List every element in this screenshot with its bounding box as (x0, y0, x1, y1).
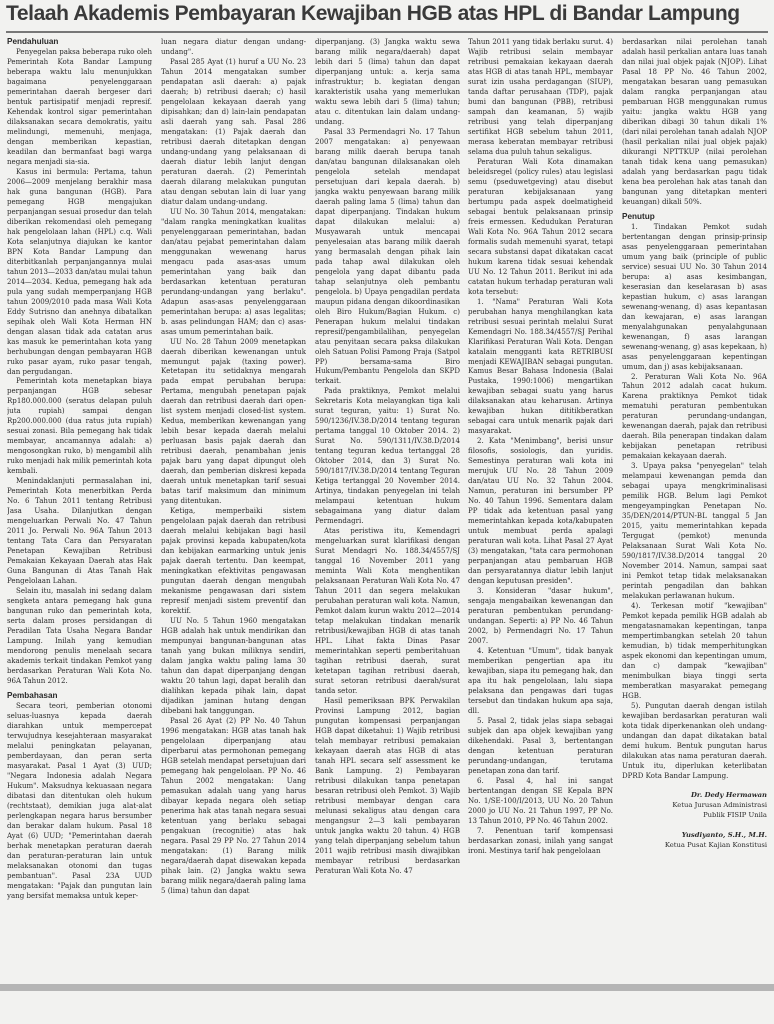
paragraph: 1. "Nama" Peraturan Wali Kota perubahan hanya menghilangkan kata retribusi sesuai perintah melalui Surat Kemendagri No. 188.34/4557/SJ Perihal Klarifikasi Peraturan Wali Kota. Dengan katalain mengganti kata RETRIBUSI menjadi KEWAJIBAN sebagai pungutan. Kamus Besar Bahasa Indonesia (Balai Pustaka, 1990:1006) mengartikan kewajiban sebagai suatu yang harus dilaksanakan atau keharusan. Artinya kewajiban hukan dititikberatkan sebagai cara untuk menarik pajak dari masyarakat. (468, 296, 613, 436)
section-heading: Pembahasan (7, 691, 58, 700)
column-2 (161, 37, 306, 974)
bottom-bar (0, 984, 774, 991)
paragraph: luan negara diatur dengan undang-undang". (161, 37, 306, 56)
paragraph: Pemerintah kota menetapkan biaya perpanjangan HGB sebesar Rp180.000.000 (seratus delapan puluh juta rupiah) sampai dengan Rp200.000.000 (dua ratus juta rupiah) sesuai zonasi. Bila pemegang hak tidak membayar, ancamannya adalah: a) mengosongkan ruko, b) mengambil alih ruko menjadi hak milik pemerintah kota kembali. (7, 376, 152, 476)
paragraph: 3. Upaya paksa "penyegelan" telah melampaui kewenangan pemda dan sebagai upaya mengkriminalisasi pemilik HGB. Belum lagi Pemkot mengeyampingkan Penetapan No. 35/DEN/2014/PTUN-BL tanggal 5 Jan 2015, yaitu memerintahkan kepada Tergugat (pemkot) menunda Pelaksanaan Surat Wali Kota No. 590/1817/IV.38.D/2014 tanggal 20 November 2014. Namun, sampai saat ini Pemkot tetap tidak melaksanakan perintah pengadilan dan bahkan melakukan perlawanan hukum. (622, 461, 767, 601)
paragraph: Pasal 285 Ayat (1) huruf a UU No. 23 Tahun 2014 mengatakan sumber pendapatan asli daerah: a) pajak daerah; b) retribusi daerah; c) hasil pengelolaan kekayaan daerah yang dipisahkan; dan d) lain-lain pendapatan asli daerah yang sah. Pasal 286 mengatakan: (1) Pajak daerah dan retribusi daerah ditetapkan dengan undang-undang yang pelaksanaan di daerah diatur lebih lanjut dengan peraturan daerah. (2) Pemerintah daerah dilarang melakukan pungutan atau dengan sebutan lain di luar yang diatur dalam undang-undang. (161, 56, 306, 206)
column-3 (315, 37, 460, 974)
paragraph: berdasarkan nilai perolehan tanah adalah hasil perkalian antara luas tanah dan nilai jual objek pajak (NJOP). Lihat Pasal 18 PP No. 46 Tahun 2002, mengatakan besaran uang pemasukan dalam rangka perpanjangan atau pembaruan HGB menggunakan rumus yaitu: jangka waktu HGB yang diberikan dibagi 30 tahun dikali 1% (dari nilai perolehan tanah adalah NJOP (hasil perkalian nilai jual objek pajak) dikurangi NPTTKUP (nilai perolehan tanah tidak kena uang pemasukan) adalah yang berdasarkan pagu tidak kena bea perolehan hak atas tanah dan bangunan yang ditetapkan menteri keuangan) dikali 50%. (622, 37, 767, 206)
paragraph: UU No. 30 Tahun 2014, mengatakan: "dalam rangka meningkatkan kualitas penyelenggaraan pemerintahan, badan dan/atau pejabat pemerintahan dalam menggunakan wewenang harus mengacu pada asas-asas umum pemerintahan yang baik dan berdasarkan ketentuan peraturan perundang-undangan yang berlaku". Adapun asas-asas penyelenggaraan pemerintahan berupa: a) asas legalitas; b. asas pelindungan HAM; dan c) asas-asas umum pemerintahan baik. (161, 206, 306, 336)
column-5 (622, 37, 767, 974)
paragraph: 6. Pasal 4, hal ini sangat bertentangan dengan SE Kepala BPN No. 1/SE-100/I/2013, UU No. 20 Tahun 2000 jo UU No. 21 Tahun 1997, PP No. 13 Tahun 2010, PP No. 46 Tahun 2002. (468, 775, 613, 825)
column-4 (468, 37, 613, 974)
paragraph: 5. Pasal 2, tidak jelas siapa sebagai subjek dan apa objek kewajiban yang dikehendaki. Pasal 3, bertentangan dengan ketentuan peraturan perundang-undangan, terutama penetapan zona dan tarif. (468, 715, 613, 775)
paragraph: Tahun 2011 yang tidak berlaku surut. 4) Wajib retribusi selain membayar retribusi pemakaian kekayaan daerah atas HGB di atas tanah HPL, membayar surat izin usaha perdagangan (SIUP), tanda daftar perusahaan (TDP), pajak bumi dan bangunan (PBB), retribusi sampah dan keamanan, 5) wajib retribusi yang telah diperpanjang sertifikat HGB sebelum tahun 2011, merasa keberatan membayar retribusi selama dua puluh tahun sekaligus. (468, 37, 613, 156)
paragraph: Menindaklanjuti permasalahan ini, Pemerintah Kota menerbitkan Perda No. 6 Tahun 2011 tentang Retribusi Jasa Usaha. Dilanjutkan dengan mengeluarkan Perwali No. 47 Tahun 2011 Jo. Perwali No. 96A Tahun 2013 tentang Tata Cara dan Persyaratan Penetapan Kewajiban Retribusi Pemakaian Kekayaan Daerah atas Hak Guna Bangunan di Atas Tanah Hak Pengelolaan Lahan. (7, 476, 152, 586)
article-title: Telaah Akademis Pembayaran Kewajiban HGB atas HPL di Bandar Lampung (6, 2, 740, 25)
author-role: Publik FISIP Unila (703, 810, 767, 819)
paragraph: 2. Peraturan Wali Kota No. 96A Tahun 2012 adalah cacat hukum. Karena praktiknya Pemkot tidak mematuhi peraturan pembentukan peraturan perundang-undangan, kewenangan daerah, pajak dan retribusi daerah. Bila penerapan tindakan dalam kebijakan penetapan retribusi pemakaian kekayaan daerah. (622, 371, 767, 461)
paragraph: Selain itu, masalah ini sedang dalam sengketa antara pemegang hak guna bangunan ruko dan pemerintah kota, serta dalam proses persidangan di Peradilan Tata Usaha Negara Bandar Lampung. Inilah yang kemudian mendorong penulis menelaah secara akademis terkait tindakan Pemkot yang berdasarkan Peraturan Wali Kota No. 96A Tahun 2012. (7, 586, 152, 686)
author-role: Ketua Jurusan Administrasi (672, 800, 767, 809)
author-name: Yusdiyanto, S.H., M.H. (681, 830, 767, 839)
paragraph: Pada praktiknya, Pemkot melalui Sekretaris Kota melayangkan tiga kali surat teguran, yaitu: 1) Surat No. 590/1236/IV.38.D/2014 tentang teguran pertama tanggal 10 Oktober 2014. 2) Surat No. 590/1311/IV.38.D/2014 tentang teguran kedua tertanggal 28 Oktober 2014, dan 3) Surat No. 590/1817/IV.38.D/2014 tentang Teguran Ketiga tertanggal 20 November 2014. Artinya, tindakan penyegelan ini telah melampaui ketentuan hukum sebagaimana yang diatur dalam Permendagri. (315, 386, 460, 526)
paragraph: Kasus ini bermula: Pertama, tahun 2006—2009 menjelang berakhir masa hak guna bangunan (HGB). Para pemegang HGB mengajukan perpanjangan sesuai prosedur dan telah diberikan rekomendasi oleh pemegang hak pengelolaan lahan (HPL) c.q. Wali Kota selanjutnya diajukan ke kantor BPN Kota Bandar Lampung dan diterbitkanlah perpanjangannya mulai tahun 2013—2033 dan/atau mulai tahun 2014—2034. Kedua, pemegang hak ada pula yang sudah memperpanjang HGB tahun 2009/2010 pada masa Wali Kota Eddy Sutrisno dan anehnya dibatalkan sepihak oleh Wali Kota Herman HN dengan alasan tidak ada catatan arus kas masuk ke pemerintahan kota yang berhubungan dengan pembayaran HGB ruko pasar ayam, ruko pasar tengah, dan pergudangan. (7, 166, 152, 376)
section-heading: Penutup (622, 211, 655, 221)
paragraph: Peraturan Wali Kota dinamakan beleidsregel (policy rules) atau legislasi semu (pseduwetgeving) atau disebut peraturan kebijaksanaan yang bertumpu pada aspek doelmatigheid sebagai bentuk pelaksanaan prinsip freis ermessen. Kedudukan Peraturan Wali Kota No. 96A Tahun 2012 secara formalis sudah memenuhi syarat, tetapi secara substansi dapat dikatakan cacat hukum karena tidak sesuai kehendak UU No. 12 Tahun 2011. Berikut ini ada catatan hukum terhadap peraturan wali kota tersebut: (468, 156, 613, 296)
section-heading: Pendahuluan (7, 37, 59, 46)
paragraph: 7. Penentuan tarif kompensasi berdasarkan zonasi, inilah yang sangat ironi. Mestinya tarif hak pengelolaan (468, 825, 613, 855)
paragraph: Penyegelan paksa beberapa ruko oleh Pemerintah Kota Bandar Lampung beberapa waktu lalu menunjukkan bagaimana penyelenggaraan pemerintahan daerah bergeser dari bentuk partisipatif menjadi represif. Kehendak kontrol sigar pemerintahan dilaksanakan secara demokratis, yaitu melindungi, memenuhi, menjaga, dengan memberikan kepastian, keadilan dan bermanfaat bagi warga negara menjadi sia-sia. (7, 47, 152, 166)
author-role: Ketua Pusat Kajian Konstitusi (664, 840, 767, 849)
paragraph: diperpanjang. (3) Jangka waktu sewa barang milik negara/daerah) dapat lebih dari 5 (lima) tahun dan dapat diperpanjang untuk: a. kerja sama infrastruktur; b. kegiatan dengan karakteristik usaha yang memerlukan waktu sewa lebih dari 5 (lima) tahun; atau c. ditentukan lain dalam undang-undang. (315, 37, 460, 126)
title-divider (6, 31, 768, 33)
paragraph: Pasal 26 Ayat (2) PP No. 40 Tahun 1996 mengatakan: HGB atas tanah hak pengelolaan diperpanjang atau diperbarui atas permohonan pemegang HGB setelah mendapat persetujuan dari pemegang hak pengelolaan. PP No. 46 Tahun 2002 mengatakan: Uang pemasukan adalah uang yang harus dibayar kepada negara oleh setiap penerima hak atas tanah negara sesuai ketentuan yang berlaku sebagai pengakuan (recognitie) atas hak negara. Pasal 29 PP No. 27 Tahun 2014 mengatakan: (1) Barang milik negara/daerah dapat disewakan kepada pihak lain. (2) Jangka waktu sewa barang milik negara/daerah paling lama 5 (lima) tahun dan dapat (161, 715, 306, 895)
paragraph: 1. Tindakan Pemkot sudah bertentangan dengan prinsip-prinsip asas penyelenggaraan pemerintahan umum yang baik (principle of public service) sesuai UU No. 30 Tahun 2014 berupa: a) asas kesimbangan, keserasian dan keselarasan b) asas kepastian hukum, c) asas larangan sewenang-wenang, d) asas kepantasan dan kewajaran, e) asas larangan menyalahgunakan penyalahgunaan kewenangan, f) asas larangan sewenang-wenang, g) asas kepekaan, h) asas penyelenggaraan kepentingan umum, dan j) asas kebijaksanaan. (622, 221, 767, 371)
paragraph: Atas peristiwa itu, Kemendagri mengeluarkan surat klarifikasi dengan Surat Mendagri No. 188.34/4557/SJ tanggal 16 November 2011 yang meminta Wali Kota menghentikan pelaksanaan Peraturan Wali Kota No. 47 Tahun 2011 dan segera melakukan perubahan peraturan wali kota. Namun, Pemkot dalam kurun waktu 2012—2014 tetap melakukan tindakan menarik retribusi/kewajiban HGB di atas tanah HPL. Lihat fakta Dinas Pasar memerintahkan seperti pemberitahuan tagihan retribusi daerah, surat ketetapan tagihan retribusi daerah, surat setoran retribusi daerah/surat tanda setor. (315, 526, 460, 695)
column-1 (7, 37, 152, 974)
paragraph: 3. Konsideran "dasar hukum", sengaja mengabaikan kewenangan dan peraturan pembentukan perundang-undangan. Seperti: a) PP No. 46 Tahun 2002, b) Permendagri No. 17 Tahun 2007. (468, 586, 613, 646)
paragraph: 2. Kata "Menimbang", berisi unsur filosofis, sosiologis, dan yuridis. Semestinya peraturan wali kota ini merujuk UU No. 28 Tahun 2009 dan/atau UU No. 32 Tahun 2004. Namun, peraturan ini bersumber PP No. 40 Tahun 1996. Sementara dalam PP tidak ada ketentuan pasal yang memerintahkan kepada kota/kabupaten untuk membuat perda apalagi peraturan wali kota. Lihat Pasal 27 Ayat (3) mengatakan, "tata cara permohonan perpanjangan atau pembaruan HGB dan persyaratannya diatur lebih lanjut dengan keputusan presiden". (468, 436, 613, 586)
paragraph: 4. Ketentuan "Umum", tidak banyak memberikan pengertian apa itu kewajiban, siapa itu pemegang hak, dan apa itu hak pengelolaan, lalu siapa pelaksana dan pengawas dari tugas tersebut dan tindakan hukum apa saja, dll. (468, 646, 613, 715)
article-body (7, 37, 767, 974)
signature-block (622, 791, 767, 851)
paragraph: UU No. 28 Tahun 2009 menetapkan daerah diberikan kewenangan untuk memungut pajak (taxing power). Ketetapan itu setidaknya mengarah pada empat perubahan berupa: Pertama, mengubah penetapan pajak daerah dan retribusi daerah dari open-list system menjadi closed-list system. Kedua, memberikan kewenangan yang lebih besar kepada daerah melalui perluasan basis pajak daerah dan retribusi daerah, penambahan jenis pajak baru yang dapat dipungut oleh daerah, dan pemberian diskresi kepada daerah untuk menetapkan tarif sesuai batas tarif maksimum dan minimum yang ditentukan. (161, 336, 306, 506)
paragraph: Secara teori, pemberian otonomi seluas-luasnya kepada daerah diarahkan untuk mempercepat terwujudnya kesejahteraan masyarakat melalui peningkatan pelayanan, pemberdayaan, dan peran serta masyarakat. Pasal 1 Ayat (3) UUD; "Negara Indonesia adalah Negara Hukum". Maksudnya kekuasaan negara dibatasi dan ditentukan oleh hukum (rechtstaat), demikian juga alat-alat perlengkapan negara harus bersumber dan berakar dalam hukum. Pasal 18 Ayat (6) UUD; "Pemerintahan daerah berhak menetapkan peraturan daerah dan peraturan-peraturan lain untuk melaksanakan otonomi dan tugas pembantuan". Pasal 23A UUD mengatakan: "Pajak dan pungutan lain yang bersifat memaksa untuk keper- (7, 701, 152, 900)
author-name: Dr. Dedy Hermawan (691, 790, 767, 799)
paragraph: Ketiga, memperbaiki sistem pengelolaan pajak daerah dan retribusi daerah melalui kebijakan bagi hasil pajak provinsi kepada kabupaten/kota dan kebijakan earmarking untuk jenis pajak daerah tertentu. Dan keempat, meningkatkan efektivitas pengawasan pungutan daerah dengan mengubah mekanisme pengawasan dari sistem represif menjadi sistem preventif dan korektif. (161, 506, 306, 616)
paragraph: UU No. 5 Tahun 1960 mengatakan HGB adalah hak untuk mendirikan dan mempunyai bangunan-bangunan atas tanah yang bukan miliknya sendiri, dalam jangka waktu paling lama 30 tahun dan dapat diperpanjang dengan waktu 20 tahun lagi, dapat beralih dan dialihkan kepada pihak lain, dapat dijadikan jaminan hutang dengan dibebani hak tanggungan. (161, 616, 306, 715)
paragraph: 5). Pungutan daerah dengan istilah kewajiban berdasarkan peraturan wali kota tidak diperkenankan oleh undang-undangan dan dapat dikatakan batal demi hukum. Bentuk pungutan harus dilakukan atas nama peraturan daerah. Untuk itu, diperlukan keterlibatan DPRD Kota Bandar Lampung. (622, 700, 767, 780)
paragraph: Pasal 33 Permendagri No. 17 Tahun 2007 mengatakan: a) penyewaan barang milik daerah berupa tanah dan/atau bangunan dilaksanakan oleh pengelola setelah mendapat persetujuan dari kepala daerah. b) jangka waktu penyewaan barang milik daerah paling lama 5 (lima) tahun dan dapat diperpanjang. Tindakan hukum dapat dilakukan melalui: a) Musyawarah untuk mencapai penyelesaian atas barang milik daerah yang bermasalah dengan pihak lain pada tahap awal dilakukan oleh pengelola yang dapat dibantu pada tahap selanjutnya oleh pembantu pengelola. b) Upaya pengadilan perdata maupun pidana dengan dikoordinasikan oleh Biro Hukum/Bagian Hukum. c) Penerapan hukum melalui tindakan represif/pengambilalihan, penyegelan atau penyitaan secara paksa dilakukan oleh Satuan Polisi Pamong Praja (Satpol PP) bersama-sama Biro Hukum/Pembantu Pengelola dan SKPD terkait. (315, 126, 460, 386)
paragraph: 4). Terkesan motif "kewajiban" Pemkot kepada pemilik HGB adalah ab mengatasnamakan kepentingan, tanpa mempertimbangkan setelah 20 tahun kemudian, b) tidak memperhitungkan aspek ekonomi dan kepentingan umum, dan c) dampak "kewajiban" menimbulkan biaya tinggi serta memberatkan masyarakat pemegang HGB. (622, 601, 767, 700)
paragraph: Hasil pemeriksaan BPK Perwakilan Provinsi Lampung 2012, bagian pungutan kompensasi perpanjangan HGB dapat diketahui: 1) Wajib retribusi telah membayar retribusi pemakaian kekayaan daerah atas HGB di atas tanah HPL secara self assessment ke Bank Lampung. 2) Pembayaran retribusi dilakukan tanpa penetapan besaran retribusi oleh Pemkot. 3) Wajib retribusi membayar dengan cara melunasi sekaligus atau dengan cara mengangsur 2—3 kali pembayaran untuk jangka waktu 20 tahun. 4) HGB yang telah diperpanjang sebelum tahun 2011 wajib retribusi masih diwajibkan membayar retribusi berdasarkan Peraturan Wali Kota No. 47 (315, 695, 460, 875)
